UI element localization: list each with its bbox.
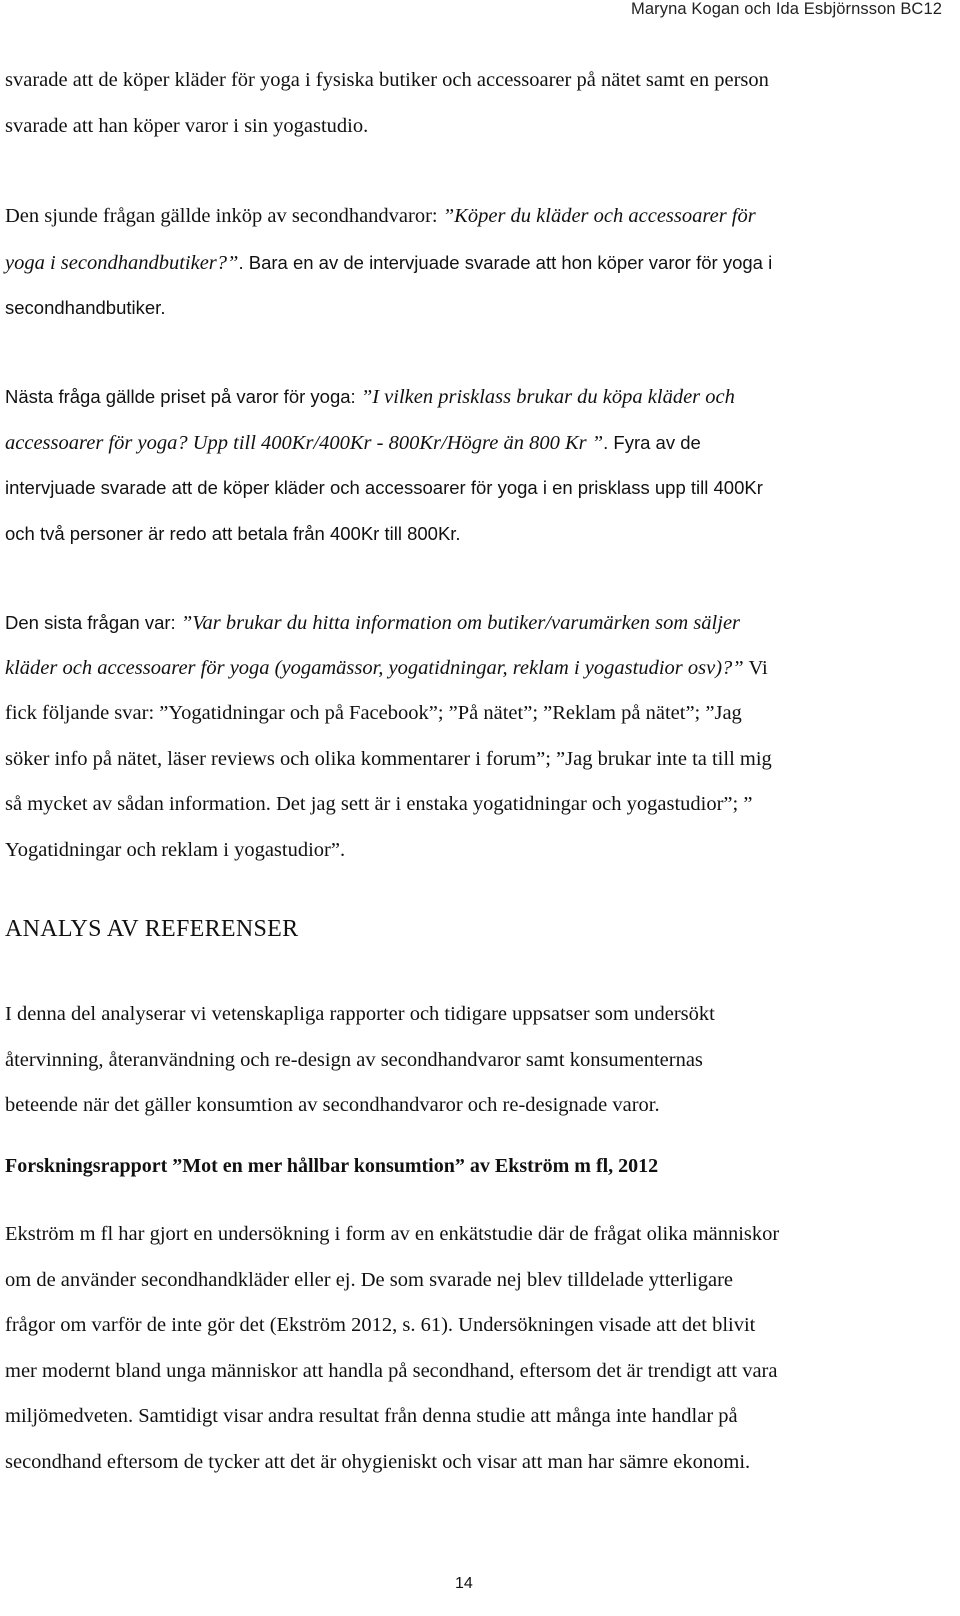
text-run: . Bara en av de intervjuade svarade att hon köper varor för yoga i xyxy=(238,251,773,273)
text-line: om de använder secondhandkläder eller ej. De som svarade nej blev tilldelade ytterligare xyxy=(5,1268,734,1291)
text-run: Vi xyxy=(743,656,768,679)
text-line xyxy=(5,420,940,466)
text-line: secondhand eftersom de tycker att det är ohygieniskt och visar att man har sämre ekonomi. xyxy=(5,1450,751,1473)
text-line xyxy=(5,600,940,646)
text-line: mer modernt bland unga människor att handla på secondhand, eftersom det är trendigt att vara xyxy=(5,1359,778,1382)
text-run: Nästa fråga gällde priset på varor för yoga: xyxy=(5,386,361,407)
text-line xyxy=(5,646,940,692)
paragraph-1 xyxy=(5,58,940,149)
page-number: 14 xyxy=(455,1575,473,1592)
text-line: I denna del analyserar vi vetenskapliga rapporter och tidigare uppsatser som undersökt xyxy=(5,1003,715,1025)
paragraph-2 xyxy=(5,194,940,331)
text-run: . Fyra av de xyxy=(603,431,701,453)
text-line: miljömedveten. Samtidigt visar andra resultat från denna studie att många inte handlar på xyxy=(5,1405,738,1427)
text-line: fick följande svar: ”Yogatidningar och på Facebook”; ”På nätet”; ”Reklam på nätet”; ”Jag xyxy=(5,702,742,724)
text-line: beteende när det gäller konsumtion av secondhandvaror och re-designade varor. xyxy=(5,1094,660,1116)
text-line: söker info på nätet, läser reviews och olika kommentarer i forum”; ”Jag brukar inte ta till mig xyxy=(5,747,772,770)
italic-quote: kläder och accessoarer för yoga (yogamässor, yogatidningar, reklam i yogastudior osv)?” xyxy=(5,656,744,679)
subsection-heading: Forskningsrapport ”Mot en mer hållbar konsumtion” av Ekström m fl, 2012 xyxy=(5,1155,659,1177)
running-header: Maryna Kogan och Ida Esbjörnsson BC12 xyxy=(631,0,942,18)
text-run: Den sjunde frågan gällde inköp av secondhandvaror: xyxy=(5,205,443,227)
text-line: så mycket av sådan information. Det jag sett är i enstaka yogatidningar och yogastudior”; ” xyxy=(5,793,753,815)
text-line: frågor om varför de inte gör det (Ekström 2012, s. 61). Undersökningen visade att det blivit xyxy=(5,1314,756,1336)
italic-quote: ”Köper du kläder och accessoarer för xyxy=(442,205,756,227)
paragraph-6 xyxy=(5,1212,940,1485)
italic-quote: ”I vilken prisklass brukar du köpa kläder och xyxy=(360,386,735,408)
text-line: svarade att han köper varor i sin yogastudio. xyxy=(5,114,369,137)
italic-quote: ”Var brukar du hitta information om butiker/varumärken som säljer xyxy=(180,612,741,634)
paragraph-3 xyxy=(5,374,940,556)
section-heading: ANALYS AV REFERENSER xyxy=(5,916,299,942)
text-line: Ekström m fl har gjort en undersökning i form av en enkätstudie där de frågat olika människor xyxy=(5,1223,780,1245)
text-line: Yogatidningar och reklam i yogastudior”. xyxy=(5,838,346,861)
text-line: svarade att de köper kläder för yoga i fysiska butiker och accessoarer på nätet samt en person xyxy=(5,69,769,91)
text-line xyxy=(5,374,940,420)
text-line xyxy=(5,194,940,240)
text-line xyxy=(5,240,940,286)
text-line: och två personer är redo att betala från 400Kr till 800Kr. xyxy=(5,522,461,544)
paragraph-5 xyxy=(5,992,940,1129)
text-line: återvinning, återanvändning och re-design av secondhandvaror samt konsumenternas xyxy=(5,1048,703,1071)
italic-quote: accessoarer för yoga? Upp till 400Kr/400Kr - 800Kr/Högre än 800 Kr ” xyxy=(5,431,604,454)
text-line: secondhandbutiker. xyxy=(5,297,166,318)
text-line: intervjuade svarade att de köper kläder och accessoarer för yoga i en prisklass upp till 400Kr xyxy=(5,477,763,498)
paragraph-4 xyxy=(5,600,940,873)
text-run: Den sista frågan var: xyxy=(5,612,181,633)
italic-quote: yoga i secondhandbutiker?” xyxy=(5,251,239,274)
